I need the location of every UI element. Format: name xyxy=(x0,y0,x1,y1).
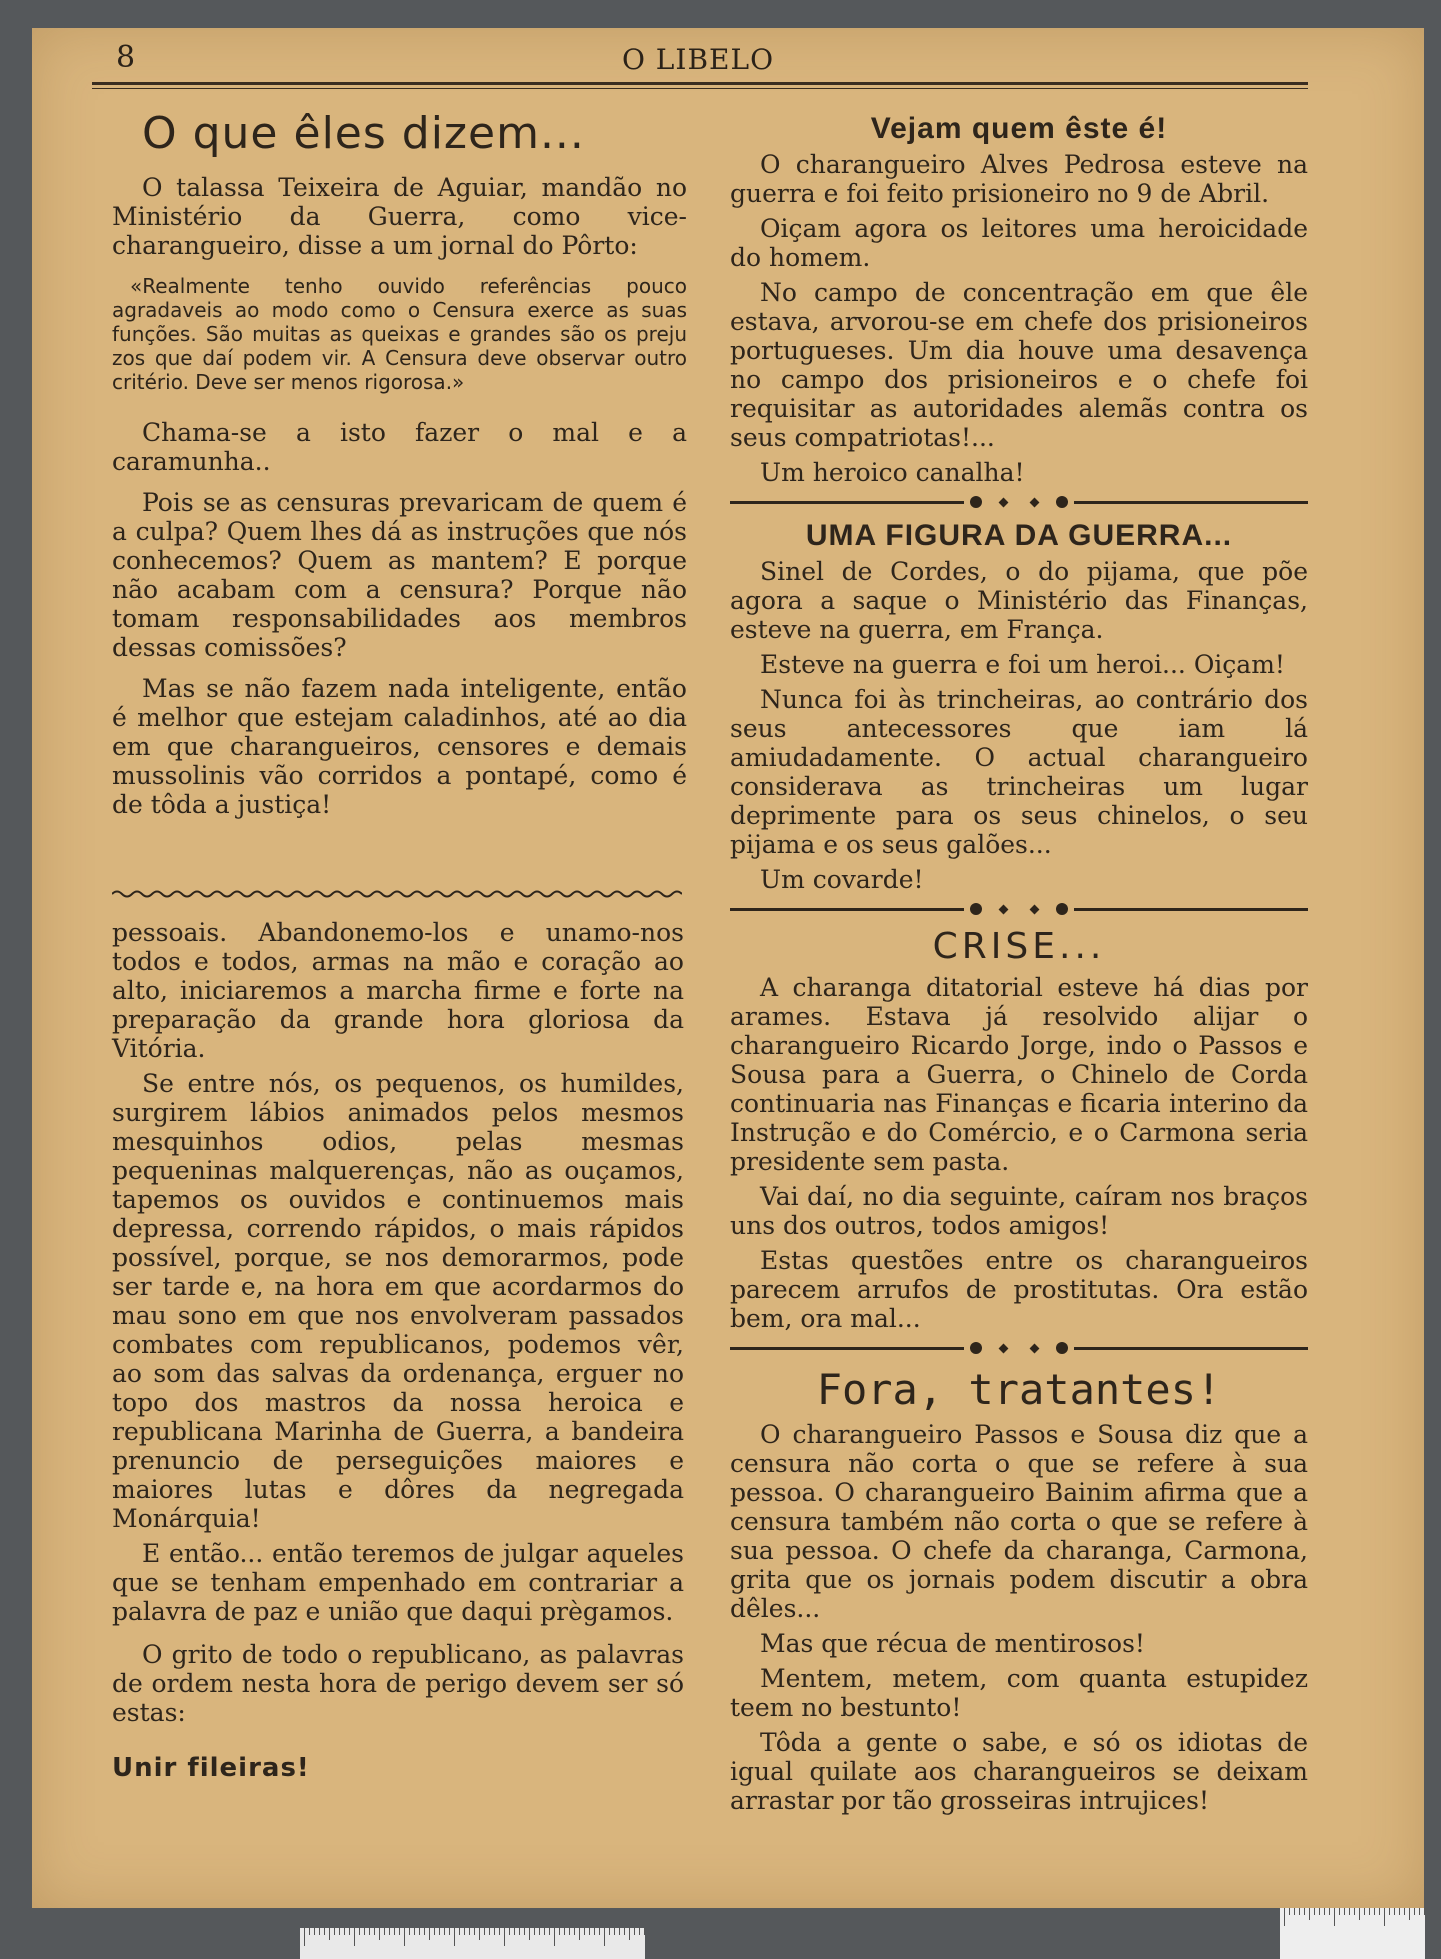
paragraph: Pois se as censuras prevaricam de quem é a culpa? Quem lhes dá as instruções que nós conhecemos? Quem as mantem? E porque não acabam com a censura? Porque não tomam responsabilidades aos membros dessas comissões? xyxy=(112,488,687,662)
paragraph: Chama-se a isto fazer o mal e a caramunha.. xyxy=(112,418,687,476)
paragraph: Mas se não fazem nada inteligente, então é melhor que estejam caladinhos, até ao dia em que charangueiros, censores e demais mussolinis vão corridos a pontapé, como é de tôda a justiça! xyxy=(112,674,687,819)
newspaper-title: O LIBELO xyxy=(621,43,775,76)
paragraph: O grito de todo o republicano, as palavras de ordem nesta hora de perigo devem ser só estas: xyxy=(112,1640,684,1727)
paragraph: Estas questões entre os charangueiros parecem arrufos de prostitutas. Ora estão bem, ora mal... xyxy=(730,1246,1308,1333)
quotation: «Realmente tenho ouvido referências pouco agradaveis ao modo como o Censura exerce as suas funções. São muitas as queixas e grandes são os preju zos que daí podem vir. A Censura deve observar outro critério. Deve ser menos rigorosa.» xyxy=(112,274,687,394)
masthead-rule-thin xyxy=(92,88,1308,89)
paragraph: Se entre nós, os pequenos, os humildes, surgirem lábios animados pelos mesmos mesquinhos odios, pelas mesmas pequeninas malquerenças, não as ouçamos, tapemos os ouvidos e continuemos mais depressa, correndo rápidos, o mais rápidos possível, porque, se nos demorarmos, pode ser tarde e, na hora em que acordarmos do mau sono em que nos envolveram passados combates com republicanos, podemos vêr, ao som das salvas da ordenança, erguer no topo dos mastros da nossa heroica e republicana Marinha de Guerra, a bandeira prenuncio de perseguições maiores e maiores lutas e dôres da negregada Monárquia! xyxy=(112,1069,684,1533)
ornament-divider xyxy=(730,900,1308,918)
paragraph: E então... então teremos de julgar aqueles que se tenham empenhado em contrariar a palavra de paz e união que daqui prègamos. xyxy=(112,1539,684,1626)
left-column-bottom xyxy=(112,918,684,1783)
paragraph: pessoais. Abandonemo-los e unamo-nos todos e todos, armas na mão e coração ao alto, iniciaremos a marcha firme e forte na preparação da grande hora gloriosa da Vitória. xyxy=(112,918,684,1063)
paragraph: Mas que récua de mentirosos! xyxy=(760,1629,1145,1658)
masthead-rule xyxy=(92,82,1308,85)
paragraph: Tôda a gente o sabe, e só os idiotas de igual quilate aos charangueiros se deixam arrastar por tão grosseiras intrujices! xyxy=(730,1728,1308,1815)
article-title-o-que-eles-dizem: O que êles dizem... xyxy=(142,108,585,159)
scale-ruler-left xyxy=(300,1928,645,1959)
closing-slogan: Unir fileiras! xyxy=(112,1753,310,1783)
article-title-crise: CRISE... xyxy=(932,926,1106,967)
paragraph: Nunca foi às trincheiras, ao contrário dos seus antecessores que iam lá amiudadamente. O actual charangueiro considerava as trincheiras um lugar deprimente para os seus chinelos, o seu pijama e os seus galões... xyxy=(730,685,1308,859)
ornament-divider xyxy=(730,493,1308,511)
article-title-fora-tratantes: Fora, tratantes! xyxy=(816,1365,1222,1414)
paragraph: Esteve na guerra e foi um heroi... Oiçam! xyxy=(760,650,1285,679)
paragraph: O charangueiro Alves Pedrosa esteve na guerra e foi feito prisioneiro no 9 de Abril. xyxy=(730,150,1308,208)
paragraph: Sinel de Cordes, o do pijama, que põe agora a saque o Ministério das Finanças, esteve na guerra, em França. xyxy=(730,557,1308,644)
article-title-vejam: Vejam quem êste é! xyxy=(870,112,1168,145)
wavy-divider xyxy=(112,888,682,900)
article-title-uma-figura: UMA FIGURA DA GUERRA... xyxy=(805,519,1233,552)
masthead xyxy=(90,35,1306,85)
paragraph: Oiçam agora os leitores uma heroicidade do homem. xyxy=(730,214,1308,272)
ornament-divider xyxy=(730,1339,1308,1357)
page-number: 8 xyxy=(116,40,136,75)
paragraph: O talassa Teixeira de Aguiar, mandão no Ministério da Guerra, como vice-charangueiro, disse a um jornal do Pôrto: xyxy=(112,173,687,260)
paragraph: Mentem, metem, com quanta estupidez teem no bestunto! xyxy=(730,1664,1308,1722)
paragraph: A charanga ditatorial esteve há dias por arames. Estava já resolvido alijar o charangueiro Ricardo Jorge, indo o Passos e Sousa para a Guerra, o Chinelo de Corda continuaria nas Finanças e ficaria interino da Instrução e do Comércio, e o Carmona seria presidente sem pasta. xyxy=(730,973,1308,1176)
paragraph: Um covarde! xyxy=(760,865,924,894)
paragraph: No campo de concentração em que êle estava, arvorou-se em chefe dos prisioneiros portugueses. Um dia houve uma desavença no campo dos prisioneiros e o chefe foi requisitar as autoridades alemãs contra os seus compatriotas!... xyxy=(730,278,1308,452)
left-column-top xyxy=(112,108,687,825)
paragraph: O charangueiro Passos e Sousa diz que a censura não corta o que se refere à sua pessoa. O charangueiro Bainim afirma que a censura também não corta o que se refere à sua pessoa. O chefe da charanga, Carmona, grita que os jornais podem discutir a obra dêles... xyxy=(730,1420,1308,1623)
paragraph: Vai daí, no dia seguinte, caíram nos braços uns dos outros, todos amigos! xyxy=(730,1182,1308,1240)
right-column xyxy=(730,112,1308,1821)
scale-ruler-right xyxy=(1280,1908,1425,1959)
paragraph: Um heroico canalha! xyxy=(760,458,1025,487)
